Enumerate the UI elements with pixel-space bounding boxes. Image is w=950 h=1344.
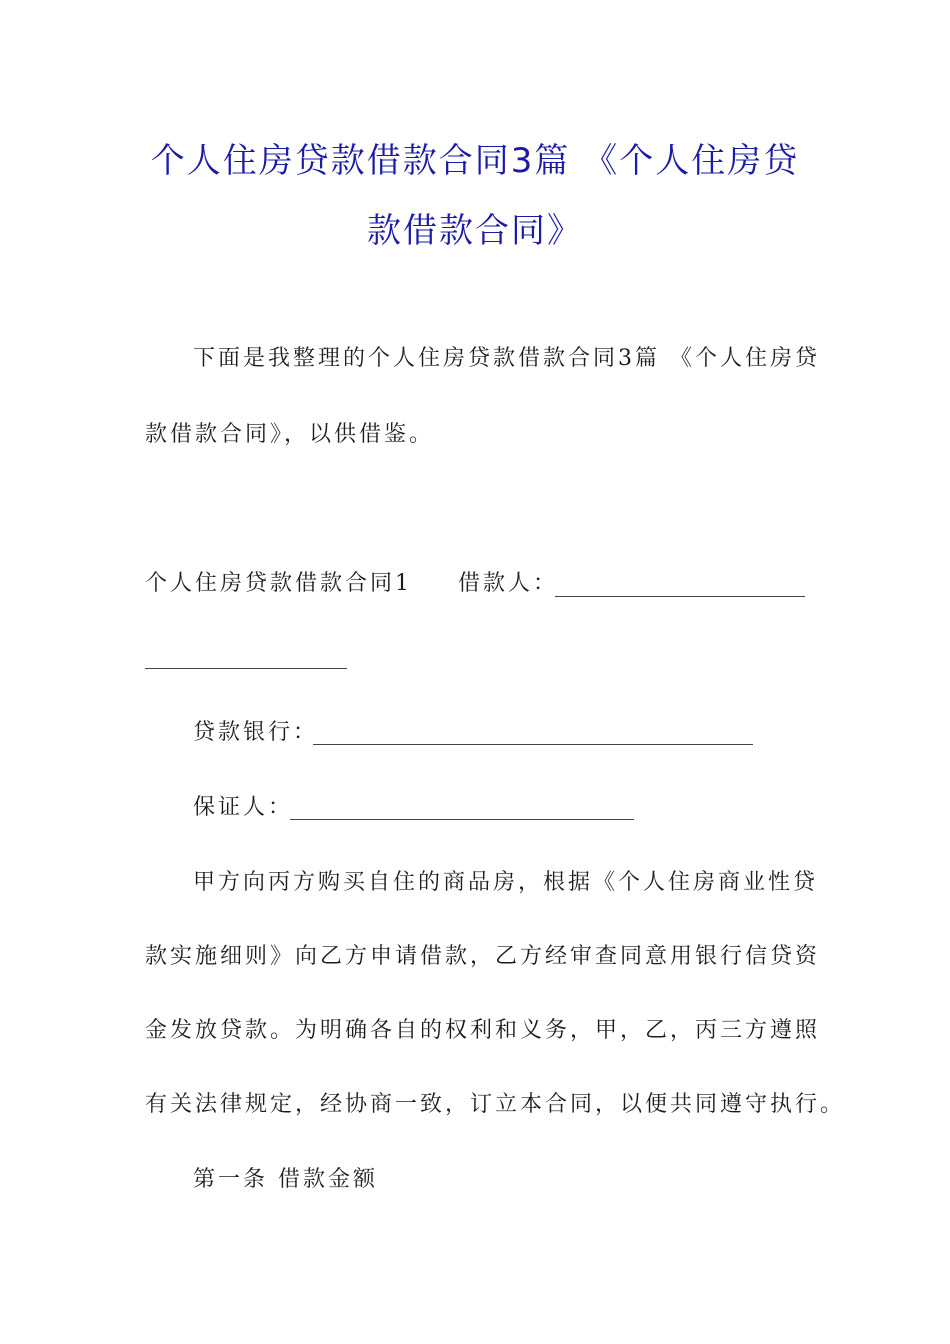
body-line4: 有关法律规定，经协商一致，订立本合同，以便共同遵守执行。 bbox=[145, 1092, 846, 1117]
guarantor-label: 保证人： bbox=[193, 795, 294, 820]
borrower-blank-line-continued bbox=[145, 668, 347, 669]
intro-line1: 下面是我整理的个人住房贷款借款合同3篇 《个人住房贷 bbox=[193, 346, 820, 371]
body-line1: 甲方向丙方购买自住的商品房，根据《个人住房商业性贷 bbox=[193, 870, 819, 895]
borrower-blank-line bbox=[555, 596, 805, 597]
document-title-line2: 款借款合同》 bbox=[367, 211, 583, 251]
borrower-label: 借款人： bbox=[458, 571, 559, 596]
body-line2: 款实施细则》向乙方申请借款，乙方经审查同意用银行信贷资 bbox=[145, 944, 821, 969]
bank-label: 贷款银行： bbox=[193, 720, 319, 745]
intro-line2: 款借款合同》，以供借鉴。 bbox=[145, 422, 435, 447]
article1-heading: 第一条 借款金额 bbox=[193, 1167, 378, 1192]
contract-heading: 个人住房贷款借款合同1 bbox=[145, 571, 412, 596]
document-title-line1: 个人住房贷款借款合同3篇 《个人住房贷 bbox=[150, 141, 800, 181]
body-line3: 金发放贷款。为明确各自的权利和义务，甲，乙，丙三方遵照 bbox=[145, 1018, 821, 1043]
guarantor-blank-line bbox=[290, 819, 634, 820]
bank-blank-line bbox=[313, 744, 753, 745]
